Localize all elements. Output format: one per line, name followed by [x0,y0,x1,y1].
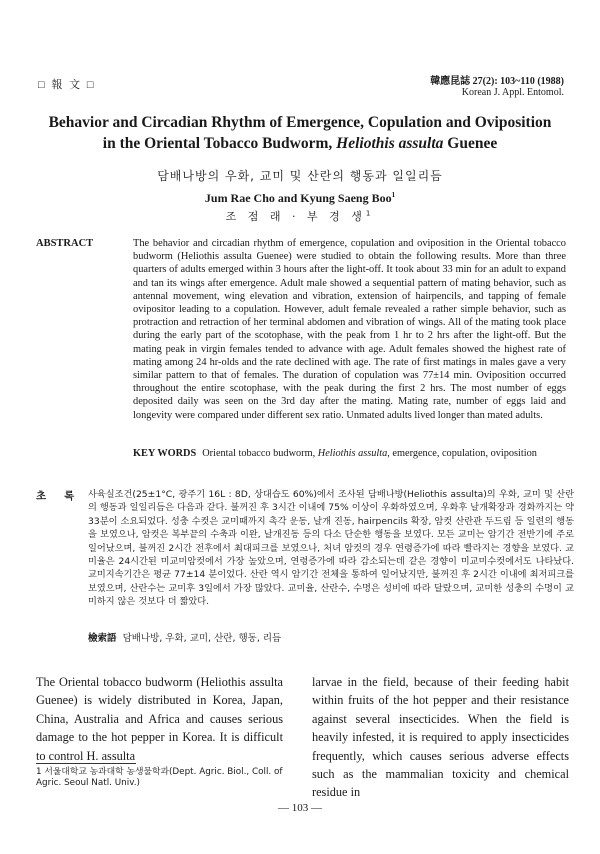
journal-citation: 韓應昆誌 27(2): 103~110 (1988) [430,76,564,87]
keywords-post: , emergence, copulation, oviposition [387,448,537,459]
journal-english: Korean J. Appl. Entomol. [461,87,564,98]
korean-title: 담배나방의 우화, 교미 및 산란의 행동과 일일리듬 [157,169,443,183]
body-column-right: larvae in the field, because of their feeding habit within fruits of the hot pepper and their resistance against several insecticides. When the field is heavily infested, it is required to apply insecticides frequently, which causes serious adverse effects such as the mammalian toxicity and chemical residue in [312,675,569,800]
author-affil-mark: 1 [391,191,396,199]
korean-keywords [88,630,568,644]
keywords [133,448,573,459]
title-line-1: Behavior and Circadian Rhythm of Emergence, Copulation and Oviposition [48,114,552,131]
footnote: 1 서울대학교 농과대학 농생물학과(Dept. Agric. Biol., Coll. of Agric. Seoul Natl. Univ.) [36,767,283,788]
journal-citation-block [430,76,564,98]
author-names: Jum Rae Cho and Kyung Saeng Boo [204,191,392,205]
keywords-label: KEY WORDS [133,448,197,459]
page-number: — 103 — [278,802,322,814]
section-label: □ 報 文 □ [38,79,96,91]
authors-korean [0,208,600,224]
keywords-pre: Oriental tobacco budworm, [202,448,318,459]
footnote-divider [36,763,136,764]
korean-abstract-label: 초록 [36,490,93,502]
abstract-text: The behavior and circadian rhythm of emergence, copulation and oviposition in the Oriental tobacco budworm (Heliothis assulta Guenee) were studied to obtain the following results. More than three quarters of adults emerged within 3 hours after the light-off. It took about 33 min for an adult to expand and tan its wings after emergence. Adult male showed a sequential pattern of mating behavior, such as antennal movement, wing elevation and vibration, extension of hairpencils, and tapping of female ovipositor leading to a copulation. However, adult female revealed a rather simple behavior, such as protraction and retraction of her terminal abdomen and vibration of wings. All of the mating took place during the early part of the scotophase, with the peak from 1 hr to 2 hrs after the light-off. But the mating peak in virgin females tended to advance with age. Adult females showed the highest rate of mating among 24 hr-olds and the rate declined with age. The rate of first matings in males gave a very similar pattern to that of females. The duration of copulation was 77±14 min. Oviposition occurred throughout the entire scotophase, with the peak during the first 2 hrs. The most number of eggs deposited daily was seen on the 3rd day after the mating. Mating rate, number of eggs laid and longevity were compared under different sex ratio. Unmated adults lived longer than mated adults. [133,238,566,421]
author-korean-affil-mark: 1 [365,209,375,218]
paper-title [20,112,580,154]
title-line-2-pre: in the Oriental Tobacco Budworm, [102,135,337,152]
author-names-korean: 조 점 래 · 부 경 생 [225,210,366,223]
authors-english [0,191,600,206]
keywords-species: Heliothis assulta [317,448,388,459]
title-species: Heliothis assulta [336,135,444,152]
korean-abstract-text: 사육실조건(25±1°C, 광주기 16L : 8D, 상대습도 60%)에서 조사된 담배나방(Heliothis assulta)의 우화, 교미 및 산란의 행동과 일일리듬은 다음과 같다. 불꺼진 후 3시간 이내에 75% 이상이 우화하였으며, 우화후 날개확장과 경화까지는 약 33분이 소요되었다. 성충 수컷은 교미때까지 촉각 운동, 날개 진동, hairpencils 확장, 암컷 산란관 두드림 등 일련의 행동을 보였으나, 암컷은 복부끝의 수축과 이완, 날개진동 등의 다소 단순한 행동을 보였다. 모든 교미는 암기간 전반기에 주로 일어났으며, 불꺼진 2시간 전후에서 최대피크를 보였으나, 처녀 암컷의 경우 연령증가에 따라 빨라지는 경향을 보였다. 교미율은 24시간된 미교미암컷에서 가장 높았으며, 연령증가에 따라 감소되는데 같은 경향이 미교미수컷에서도 나타났다. 교미지속기간은 평균 77±14 분이었다. 산란 역시 암기간 전체을 통하여 일어났지만, 불꺼진 후 2시간 이내에 최저피크를 보였으며, 산란수는 교미후 3일에서 가장 많았다. 교미율, 산란수, 수명은 성비에 따라 달랐으며, 교미한 성충의 수명이 교미하지 않은 것보다 더 짧았다. [88,489,574,608]
abstract-label: ABSTRACT [36,238,94,249]
korean-keywords-text: 담배나방, 우화, 교미, 산란, 행동, 리듬 [122,633,282,644]
korean-keywords-label: 檢索語 [88,633,117,644]
title-line-2 [20,133,580,154]
title-line-2-post: Guenee [443,135,498,152]
body-column-left: The Oriental tobacco budworm (Heliothis assulta Guenee) is widely distributed in Korea, Japan, China, Australia and Africa and causes serious damage to the hot pepper in Korea. It is difficult to control H. assulta [36,675,283,763]
